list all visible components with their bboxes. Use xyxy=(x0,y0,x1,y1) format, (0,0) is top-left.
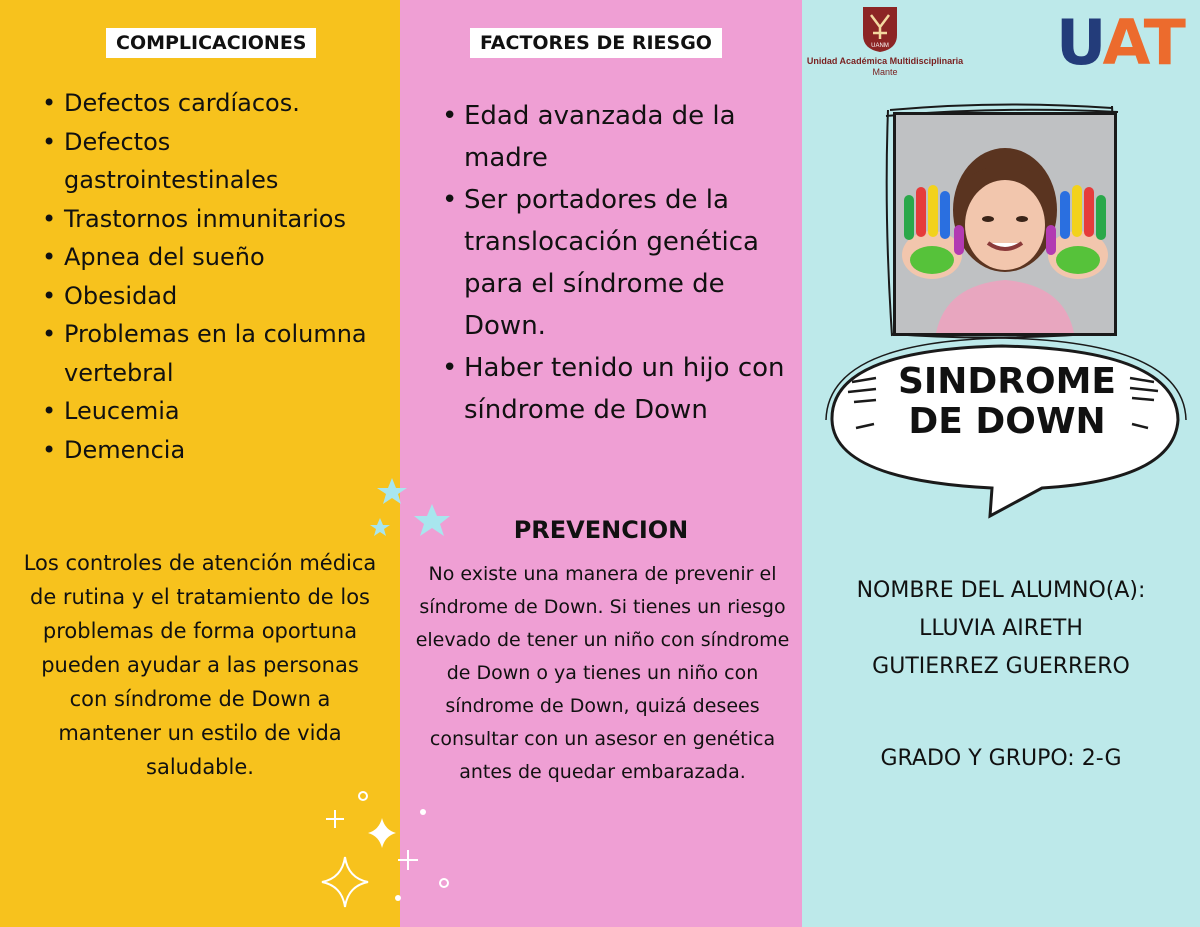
list-item: • Apnea del sueño xyxy=(42,238,392,277)
list-item: • Edad avanzada de la madre xyxy=(442,95,787,179)
child-photo xyxy=(893,112,1117,336)
factores-label: FACTORES DE RIESGO xyxy=(470,28,722,58)
svg-text:UANM: UANM xyxy=(871,43,889,49)
list-item: • Obesidad xyxy=(42,277,392,316)
star-icon xyxy=(414,504,450,536)
uanm-place: Mante xyxy=(872,67,898,77)
student-name-2: GUTIERREZ GUERRERO xyxy=(872,654,1130,679)
decorative-stars xyxy=(300,470,460,927)
sparkle-icon xyxy=(322,857,368,907)
circle-icon xyxy=(440,879,448,887)
list-item: • Demencia xyxy=(42,431,392,470)
uanm-logo xyxy=(855,5,905,53)
list-item: • Ser portadores de la translocación genética para el síndrome de Down. xyxy=(442,179,787,347)
sparkle-icon xyxy=(368,818,396,848)
list-item: • Haber tenido un hijo con síndrome de Down xyxy=(442,347,787,431)
uat-logo xyxy=(1056,6,1184,79)
uat-logo-at: AT xyxy=(1102,6,1184,79)
dot-icon xyxy=(420,809,426,815)
cover-title-line2: DE DOWN xyxy=(908,401,1106,442)
complicaciones-label: COMPLICACIONES xyxy=(106,28,316,58)
list-item: • Trastornos inmunitarios xyxy=(42,200,392,239)
star-icon xyxy=(370,518,390,536)
grade-group: GRADO Y GRUPO: 2-G xyxy=(880,746,1122,771)
factores-list xyxy=(442,95,787,431)
uat-logo-u: U xyxy=(1056,6,1103,79)
cover-title xyxy=(842,362,1172,442)
star-icon xyxy=(377,478,407,504)
list-item: • Leucemia xyxy=(42,392,392,431)
list-item: • Problemas en la columna vertebral xyxy=(42,315,392,392)
student-info xyxy=(802,572,1200,686)
prevencion-text: No existe una manera de prevenir el síndrome de Down. Si tienes un riesgo elevado de tener un niño con síndrome de Down o ya tienes un niño con síndrome de Down, quizá desees consultar con un asesor en genética antes de quedar embarazada. xyxy=(415,563,790,783)
circle-icon xyxy=(359,792,367,800)
list-item: • Defectos gastrointestinales xyxy=(42,123,392,200)
dot-icon xyxy=(395,895,401,901)
prevencion-title: PREVENCION xyxy=(513,516,689,544)
complicaciones-paragraph: Los controles de atención médica de rutina y el tratamiento de los problemas de forma oportuna pueden ayudar a las personas con síndrome de Down a mantener un estilo de vida saludable. xyxy=(23,551,377,779)
student-name-1: LLUVIA AIRETH xyxy=(919,616,1083,641)
uanm-name: Unidad Académica Multidisciplinaria xyxy=(806,56,964,66)
complicaciones-list xyxy=(42,84,392,469)
uanm-text xyxy=(805,56,965,78)
student-label: NOMBRE DEL ALUMNO(A): xyxy=(856,578,1146,603)
sparkle-icon xyxy=(398,850,418,870)
cover-title-line1: SINDROME xyxy=(897,361,1117,402)
list-item: • Defectos cardíacos. xyxy=(42,84,392,123)
sparkle-icon xyxy=(326,810,344,828)
